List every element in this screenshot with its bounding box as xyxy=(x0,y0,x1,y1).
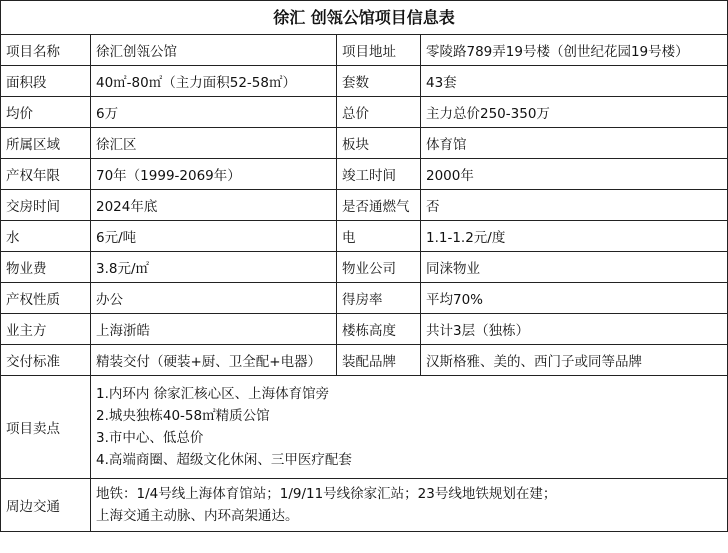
field-label: 业主方 xyxy=(1,314,91,345)
field-label: 物业费 xyxy=(1,252,91,283)
info-row xyxy=(1,283,728,314)
field-label: 交付标准 xyxy=(1,345,91,376)
field-value: 6元/吨 xyxy=(91,221,337,252)
field-label: 得房率 xyxy=(337,283,421,314)
info-row xyxy=(1,314,728,345)
field-value: 共计3层（独栋） xyxy=(421,314,728,345)
selling-point-item: 1.内环内 徐家汇核心区、上海体育馆旁 xyxy=(96,386,330,402)
selling-points-cell xyxy=(91,376,728,479)
info-row xyxy=(1,159,728,190)
field-value: 汉斯格雅、美的、西门子或同等品牌 xyxy=(421,345,728,376)
field-label: 项目地址 xyxy=(337,35,421,66)
info-row xyxy=(1,66,728,97)
info-row xyxy=(1,221,728,252)
field-label: 交房时间 xyxy=(1,190,91,221)
info-row xyxy=(1,35,728,66)
traffic-line: 地铁：1/4号线上海体育馆站；1/9/11号线徐家汇站；23号线地铁规划在建； xyxy=(96,486,557,502)
field-label: 装配品牌 xyxy=(337,345,421,376)
selling-points-row xyxy=(1,376,728,479)
field-label: 项目名称 xyxy=(1,35,91,66)
field-value: 平均70% xyxy=(421,283,728,314)
info-row xyxy=(1,128,728,159)
field-value: 精装交付（硬装+厨、卫全配+电器） xyxy=(91,345,337,376)
field-value: 徐汇区 xyxy=(91,128,337,159)
info-row xyxy=(1,345,728,376)
selling-points-label: 项目卖点 xyxy=(1,376,91,479)
info-row xyxy=(1,252,728,283)
selling-point-item: 2.城央独栋40-58㎡精质公馆 xyxy=(96,408,270,424)
field-label: 产权性质 xyxy=(1,283,91,314)
selling-point-item: 3.市中心、低总价 xyxy=(96,430,204,446)
field-value: 2024年底 xyxy=(91,190,337,221)
field-value: 主力总价250-350万 xyxy=(421,97,728,128)
selling-point-item: 4.高端商圈、超级文化休闲、三甲医疗配套 xyxy=(96,452,352,468)
sheet-title: 徐汇 创瓴公馆项目信息表 xyxy=(0,0,728,34)
field-label: 板块 xyxy=(337,128,421,159)
field-value: 否 xyxy=(421,190,728,221)
info-table xyxy=(0,34,728,532)
field-value: 同涞物业 xyxy=(421,252,728,283)
field-value: 3.8元/㎡ xyxy=(91,252,337,283)
field-label: 水 xyxy=(1,221,91,252)
field-value: 上海浙皓 xyxy=(91,314,337,345)
field-value: 40㎡-80㎡（主力面积52-58㎡） xyxy=(91,66,337,97)
traffic-label: 周边交通 xyxy=(1,479,91,532)
traffic-row xyxy=(1,479,728,532)
traffic-cell xyxy=(91,479,728,532)
field-value: 70年（1999-2069年） xyxy=(91,159,337,190)
field-label: 均价 xyxy=(1,97,91,128)
field-label: 总价 xyxy=(337,97,421,128)
field-label: 楼栋高度 xyxy=(337,314,421,345)
field-value: 43套 xyxy=(421,66,728,97)
field-label: 是否通燃气 xyxy=(337,190,421,221)
field-label: 产权年限 xyxy=(1,159,91,190)
info-row xyxy=(1,97,728,128)
field-value: 2000年 xyxy=(421,159,728,190)
info-row xyxy=(1,190,728,221)
traffic-line: 上海交通主动脉、内环高架通达。 xyxy=(96,508,299,524)
field-label: 竣工时间 xyxy=(337,159,421,190)
field-label: 面积段 xyxy=(1,66,91,97)
field-value: 零陵路789弄19号楼（创世纪花园19号楼） xyxy=(421,35,728,66)
field-value: 1.1-1.2元/度 xyxy=(421,221,728,252)
field-value: 徐汇创瓴公馆 xyxy=(91,35,337,66)
field-label: 套数 xyxy=(337,66,421,97)
field-label: 所属区域 xyxy=(1,128,91,159)
field-value: 6万 xyxy=(91,97,337,128)
field-value: 办公 xyxy=(91,283,337,314)
field-label: 物业公司 xyxy=(337,252,421,283)
field-value: 体育馆 xyxy=(421,128,728,159)
field-label: 电 xyxy=(337,221,421,252)
